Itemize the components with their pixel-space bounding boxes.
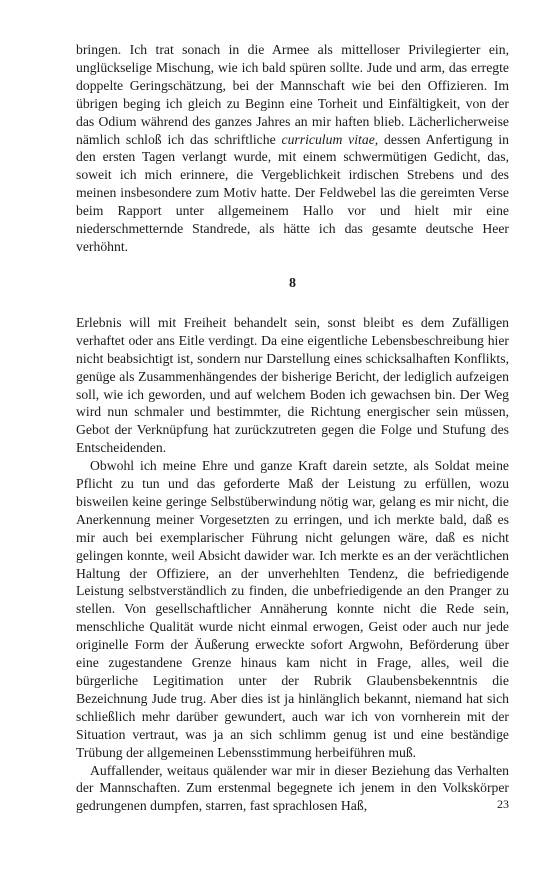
section-number-heading: 8 <box>289 275 296 291</box>
paragraph-text-before-italic: bringen. Ich trat sonach in die Armee als mittelloser Privilegierter ein, unglückselige Mischung, wie ich bald spüren sollte. Jude und arm, das erregte doppelte Geringschätzung, bei der Mannschaft wie bei den Offizieren. Im übrigen beging ich gleich zu Beginn eine Torheit und Einfältigkeit, von der das Odium während des ganzes Jahres an mir haften blieb. Lächerlicherweise nämlich schloß ich das schriftliche <box>76 42 509 147</box>
book-page-text <box>76 41 509 815</box>
paragraph-continuation <box>76 41 509 256</box>
italic-term: curriculum vitae, <box>281 131 379 147</box>
page-number: 23 <box>497 797 509 811</box>
paragraph-text-after-italic: dessen Anfertigung in den ersten Tagen verlangt wurde, mit einem schwermütigen Gedicht, das, soweit ich mich erinnere, die Vergeblichkeit irdischen Strebens und des meinen insbesondere zum Motiv hatte. Der Feldwebel las die gereimten Verse beim Rapport unter allgemeinem Hallo vor und hielt mir eine niederschmetternde Standrede, als hätte ich das gesamte deutsche Heer verhöhnt. <box>76 131 509 254</box>
paragraph: Auffallender, weitaus quälender war mir in dieser Beziehung das Verhalten der Mannschaften. Zum erstenmal begegnete ich jenem in den Volkskörper gedrungenen dumpfen, starren, fast sprachlosen Haß, <box>76 762 509 814</box>
paragraph: Obwohl ich meine Ehre und ganze Kraft darein setzte, als Soldat meine Pflicht zu tun und das geforderte Maß der Leistung zu erfüllen, wozu bisweilen keine geringe Selbstüberwindung nötig war, gelang es mir nicht, die Anerkennung meiner Vorgesetzten zu erringen, und ich merkte bald, daß es mir auch bei exemplarischer Führung nicht gelungen wäre, daß es nicht gelingen konnte, weil Absicht dawider war. Ich merkte es an der verächtlichen Haltung der Offiziere, an der unverhehlten Tendenz, die befriedigende Leistung selbstverständlich zu finden, die unbefriedigende an den Pranger zu stellen. Von gesellschaftlicher Annäherung konnte nicht die Rede sein, menschliche Qualität wurde nicht einmal erwogen, Geist oder auch nur jede originelle Form der Äußerung erweckte sofort Argwohn, Beförderung über eine zugestandene Grenze hinaus kam nicht in Frage, alles, weil die bürgerliche Legitimation unter der Rubrik Glaubensbekenntnis die Bezeichnung Jude trug. Aber dies ist ja hinlänglich bekannt, niemand hat sich schließlich mehr darüber gewundert, auch war ich von vornherein mit der Situation vertraut, was ja an sich schlimm genug ist und eine beständige Trübung der allgemeinen Lebensstimmung herbeiführen muß. <box>76 458 509 760</box>
paragraph: Erlebnis will mit Freiheit behandelt sein, sonst bleibt es dem Zufälligen verhaftet oder ans Eitle verdingt. Da eine eigentliche Lebensbeschreibung hier nicht beabsichtigt ist, sondern nur Darstellung eines schicksalhaften Konflikts, genüge als Zusammenhängendes der bisherige Bericht, der lediglich aufzeigen soll, wie ich geworden, und auf welchem Boden ich gewachsen bin. Der Weg wird nun schmaler und bestimmter, die Richtung energischer sein müssen, Gebot der Verknüpfung hat zurückzutreten gegen die Folge und Stufung des Entscheidenden. <box>76 314 509 456</box>
